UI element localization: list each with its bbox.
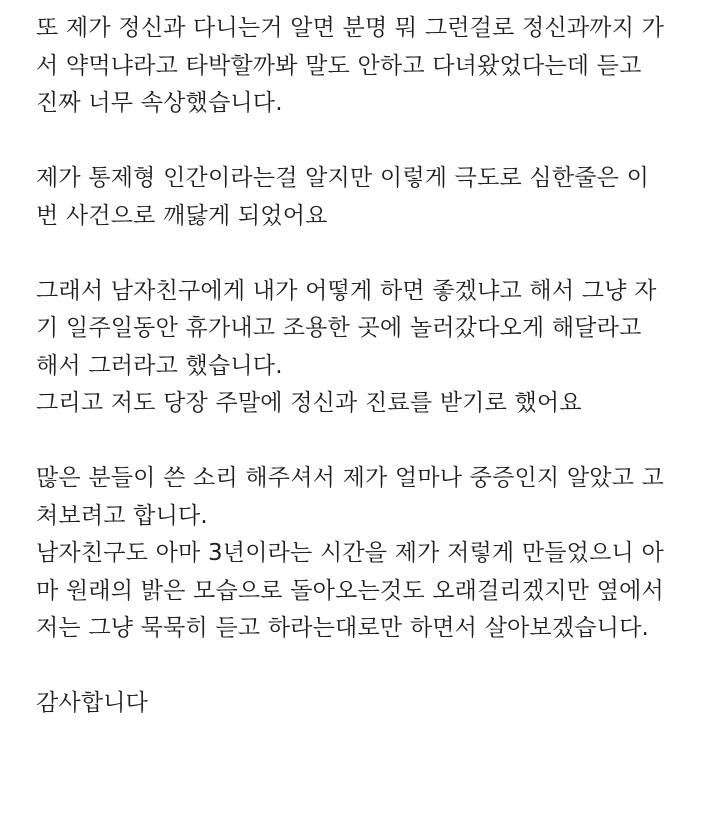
text-line: 많은 분들이 쓴 소리 해주셔서 제가 얼마나 중증인지 알았고 고 (36, 465, 665, 491)
text-line: 제가 통제형 인간이라는걸 알지만 이렇게 극도로 심한줄은 이 (36, 165, 650, 191)
text-line: 기 일주일동안 휴가내고 조용한 곳에 놀러갔다오게 해달라고 (36, 315, 642, 341)
text-line: 서 약먹냐라고 타박할까봐 말도 안하고 다녀왔었다는데 듣고 (36, 52, 642, 79)
text-line: 해서 그러라고 했습니다. (36, 352, 283, 379)
text-line: 번 사건으로 깨닳게 되었어요 (36, 202, 328, 229)
document-body (36, 10, 686, 723)
text-line: 쳐보려고 합니다. (36, 502, 208, 529)
text-line: 그리고 저도 당장 주말에 정신과 진료를 받기로 했어요 (36, 390, 582, 416)
paragraph-5 (36, 685, 686, 723)
text-line: 그래서 남자친구에게 내가 어떻게 하면 좋겠냐고 해서 그냥 자 (36, 277, 657, 304)
closing-line: 감사합니다 (36, 690, 149, 716)
text-line: 또 제가 정신과 다니는거 알면 분명 뭐 그런걸로 정신과까지 가 (36, 15, 665, 41)
paragraph-1 (36, 10, 686, 123)
paragraph-3 (36, 273, 686, 423)
text-line: 저는 그냥 묵묵히 듣고 하라는대로만 하면서 살아보겠습니다. (36, 615, 650, 641)
paragraph-2 (36, 160, 686, 235)
text-line: 남자친구도 아마 3년이라는 시간을 제가 저렇게 만들었으니 아 (36, 540, 664, 566)
text-line: 진짜 너무 속상했습니다. (36, 90, 283, 116)
paragraph-4 (36, 460, 686, 648)
text-line: 마 원래의 밝은 모습으로 돌아오는것도 오래걸리겠지만 옆에서 (36, 577, 664, 604)
